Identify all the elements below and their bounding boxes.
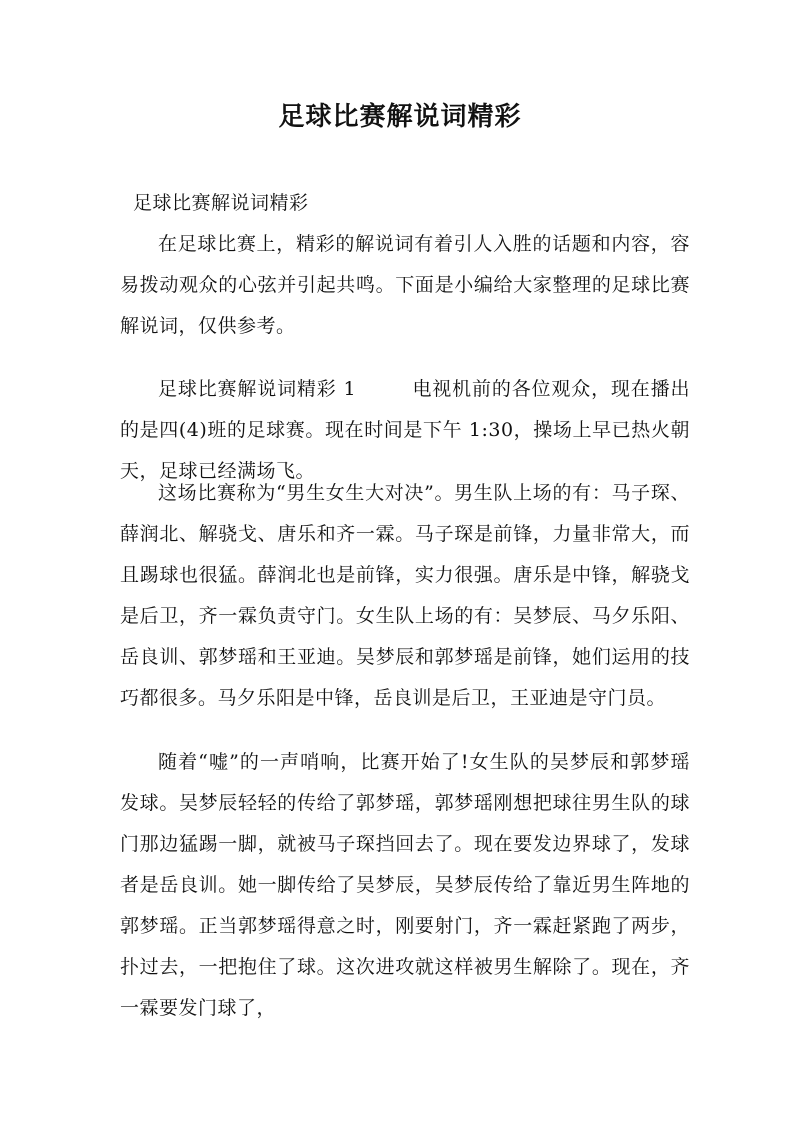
document-title: 足球比赛解说词精彩 bbox=[278, 102, 522, 132]
teams-paragraph: 这场比赛称为“男生女生大对决”。男生队上场的有：马子琛、薛润北、解骁戈、唐乐和齐一霖。马子琛是前锋，力量非常大，而且踢球也很猛。薛润北也是前锋，实力很强。唐乐是中锋，解骁戈是后卫，齐一霖负责守门。女生队上场的有：吴梦辰、马夕乐阳、岳良训、郭梦瑶和王亚迪。吴梦辰和郭梦瑶是前锋，她们运用的技巧都很多。马夕乐阳是中锋，岳良训是后卫，王亚迪是守门员。 bbox=[120, 482, 690, 709]
match-paragraph: 随着“嘘”的一声哨响，比赛开始了!女生队的吴梦辰和郭梦瑶发球。吴梦辰轻轻的传给了郭梦瑶，郭梦瑶刚想把球往男生队的球门那边猛踢一脚，就被马子琛挡回去了。现在要发边界球了，发球者是岳良训。她一脚传给了吴梦辰，吴梦辰传给了靠近男生阵地的郭梦瑶。正当郭梦瑶得意之时，刚要射门，齐一霖赶紧跑了两步，扑过去，一把抱住了球。这次进攻就这样被男生解除了。现在，齐一霖要发门球了， bbox=[120, 751, 690, 1019]
section-1-lead: 电视机前的各位观众，现在播出的是四(4)班的足球赛。现在时间是下午 1:30，操场上早已热火朝天，足球已经满场飞。 bbox=[120, 378, 690, 482]
intro-paragraph: 在足球比赛上，精彩的解说词有着引人入胜的话题和内容，容易拨动观众的心弦并引起共鸣。下面是小编给大家整理的足球比赛解说词，仅供参考。 bbox=[120, 233, 690, 337]
subheading: 足球比赛解说词精彩 bbox=[133, 192, 309, 214]
section-1-label: 足球比赛解说词精彩 1 bbox=[158, 378, 357, 400]
